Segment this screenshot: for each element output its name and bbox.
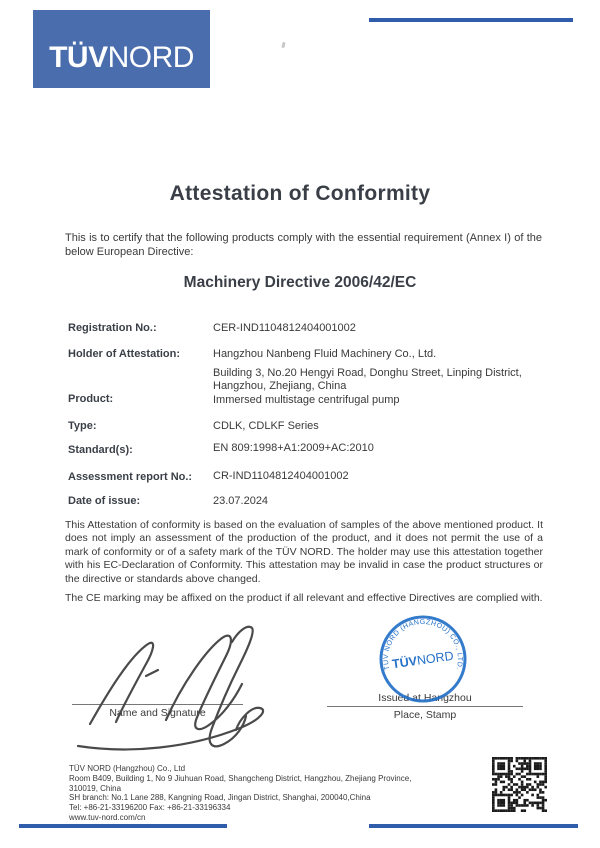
product-value: Immersed multistage centrifugal pump	[213, 394, 400, 406]
holder-address-line1: Building 3, No.20 Hengyi Road, Donghu Street, Linping District,	[213, 367, 522, 379]
footer-tel-fax: Tel: +86-21-33196200 Fax: +86-21-33196334	[69, 803, 231, 813]
footer-address-1: Room B409, Building 1, No 9 Jiuhuan Road, Shangcheng District, Hangzhou, Zhejiang Province,	[69, 773, 412, 783]
tuv-nord-logo	[33, 10, 210, 88]
footer-company: TÜV NORD (Hangzhou) Co., Ltd	[69, 764, 186, 773]
holder-name: Hangzhou Nanbeng Fluid Machinery Co., Ltd.	[213, 348, 437, 360]
date-of-issue-value: 23.07.2024	[213, 495, 269, 507]
type-value: CDLK, CDLKF Series	[213, 420, 319, 432]
footer-branch: SH branch: No.1 Lane 288, Kangning Road, Jingan District, Shanghai, 200040,China	[69, 793, 371, 803]
page-title: Attestation of Conformity	[169, 182, 431, 205]
tuv-nord-round-stamp	[378, 614, 468, 704]
svg-text:TÜVNORD: TÜVNORD	[391, 648, 455, 672]
type-label: Type:	[68, 420, 97, 432]
ce-marking-paragraph: The CE marking may be affixed on the product if all relevant and effective Directives are complied with.	[65, 592, 543, 604]
issued-at-text: Issued at Hangzhou	[378, 692, 472, 704]
logo-tuv-text: TÜV	[49, 41, 108, 74]
handwritten-signature	[60, 620, 290, 755]
footer-rule-left	[19, 824, 227, 828]
date-of-issue-label: Date of issue:	[68, 495, 141, 507]
header-rule	[369, 18, 573, 22]
place-stamp-line	[327, 706, 523, 707]
registration-value: CER-IND1104812404001002	[213, 322, 356, 334]
product-label: Product:	[68, 393, 114, 405]
footer-website: www.tuv-nord.com/cn	[69, 812, 146, 822]
assessment-report-label: Assessment report No.:	[68, 471, 193, 483]
place-stamp-caption: Place, Stamp	[393, 709, 457, 721]
registration-label: Registration No.:	[68, 322, 157, 334]
qr-code	[492, 757, 547, 812]
standards-label: Standard(s):	[68, 444, 133, 456]
holder-address-line2: Hangzhou, Zhejiang, China	[213, 380, 347, 392]
signature-line	[72, 704, 243, 705]
footer-address-2: 310019, China	[69, 783, 122, 793]
stamp-ring-text: TÜV NORD (HANGZHOU) CO., LTD.	[382, 618, 464, 671]
logo-nord-text: NORD	[107, 41, 194, 74]
footer-address-block	[69, 764, 469, 823]
footer-rule-right	[369, 824, 578, 828]
stamp-center-text	[391, 648, 454, 671]
directive-title: Machinery Directive 2006/42/EC	[183, 274, 417, 291]
disclaimer-paragraph: This Attestation of conformity is based on the evaluation of samples of the above mentioned product. It does not imply an assessment of the production of the product, and it does not permit the use of a mark of conformity or of a safety mark of the TÜV NORD. The holder may use this attestation together with his EC-Declaration of Conformity. This attestation may be invalid in case the product structures or the directive or standards above changed.	[65, 519, 543, 585]
assessment-report-value: CR-IND1104812404001002	[213, 470, 349, 482]
tuv-nord-logo-text	[49, 23, 194, 75]
signature-caption: Name and Signature	[109, 707, 206, 719]
holder-label: Holder of Attestation:	[68, 348, 181, 360]
scan-speck	[281, 42, 285, 49]
standards-value: EN 809:1998+A1:2009+AC:2010	[213, 442, 374, 454]
intro-paragraph: This is to certify that the following products comply with the essential requirement (Annex I) of the below European Directive:	[65, 232, 542, 258]
